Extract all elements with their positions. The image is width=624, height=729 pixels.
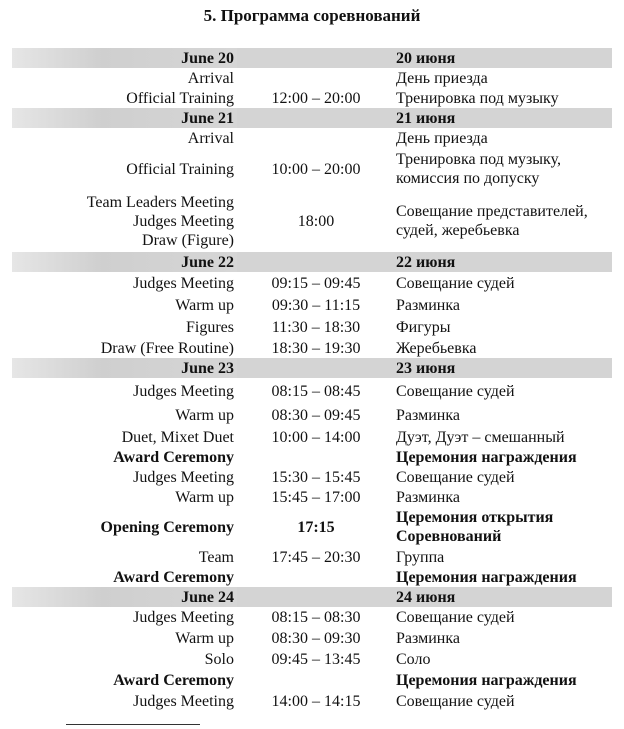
event-name-ru-line: Разминка bbox=[396, 296, 460, 314]
schedule-row bbox=[12, 507, 612, 547]
event-name-ru-line: Церемония открытия bbox=[396, 509, 554, 526]
event-name-ru bbox=[395, 426, 612, 448]
event-time bbox=[237, 108, 395, 128]
event-time: 08:30 – 09:30 bbox=[271, 630, 361, 647]
event-name-ru bbox=[395, 670, 612, 690]
event-name-ru bbox=[395, 88, 612, 108]
event-name-ru-line: Жеребьевка bbox=[396, 339, 477, 357]
event-time bbox=[237, 670, 395, 690]
event-name-ru-line: 20 июня bbox=[396, 49, 456, 67]
event-name-ru-line: 21 июня bbox=[396, 109, 456, 127]
schedule-row bbox=[12, 567, 612, 587]
event-name-ru-line: Церемония награждения bbox=[396, 671, 577, 689]
event-name-ru-line: 23 июня bbox=[396, 359, 456, 377]
event-name-ru-line: Церемония награждения bbox=[396, 449, 577, 466]
event-time bbox=[237, 567, 395, 587]
event-name-ru-line: День приезда bbox=[396, 69, 488, 87]
event-name-ru-line: Разминка bbox=[396, 488, 460, 506]
event-name-ru bbox=[395, 467, 612, 487]
schedule-row bbox=[12, 628, 612, 649]
event-name-ru-line: Фигуры bbox=[396, 318, 451, 336]
schedule-row bbox=[12, 404, 612, 426]
event-name-ru bbox=[395, 358, 612, 378]
schedule-row bbox=[12, 316, 612, 338]
event-name-ru bbox=[395, 547, 612, 567]
event-time bbox=[237, 448, 395, 467]
day-header-row bbox=[12, 48, 612, 68]
event-name-ru bbox=[395, 587, 612, 607]
event-time bbox=[237, 358, 395, 378]
event-time: 11:30 – 18:30 bbox=[271, 318, 361, 336]
event-time: 14:00 – 14:15 bbox=[271, 692, 361, 710]
schedule-row bbox=[12, 649, 612, 670]
event-time: 08:15 – 08:45 bbox=[271, 382, 361, 400]
event-time: 18:00 bbox=[297, 212, 335, 230]
event-time: 09:15 – 09:45 bbox=[271, 274, 361, 292]
event-name-en: Draw (Free Routine) bbox=[100, 339, 234, 357]
event-name-en: Solo bbox=[204, 651, 234, 668]
event-name-ru-line: Совещание судей bbox=[396, 468, 515, 486]
event-name-ru-line: Совещание представителей, bbox=[396, 203, 588, 220]
event-name-ru bbox=[395, 628, 612, 649]
event-name-en: Warm up bbox=[175, 296, 234, 314]
event-name-ru bbox=[395, 487, 612, 507]
event-name-en: Figures bbox=[186, 318, 234, 336]
event-name-en: Warm up bbox=[175, 630, 234, 647]
schedule-row bbox=[12, 378, 612, 404]
event-name-en: Judges Meeting bbox=[133, 382, 234, 400]
event-name-ru bbox=[395, 108, 612, 128]
event-time bbox=[237, 252, 395, 272]
event-name-en: Judges Meeting bbox=[133, 692, 234, 710]
event-name-ru bbox=[395, 68, 612, 88]
schedule-row bbox=[12, 467, 612, 487]
event-name-ru-line: 22 июня bbox=[396, 253, 456, 271]
event-time: 17:15 bbox=[297, 518, 335, 536]
event-name-ru-line: Совещание судей bbox=[396, 274, 515, 292]
event-name-ru-line: Группа bbox=[396, 548, 445, 566]
event-name-ru-line: Разминка bbox=[396, 406, 460, 424]
schedule-row bbox=[12, 690, 612, 712]
event-name-en: Award Ceremony bbox=[113, 671, 234, 689]
event-name-ru-line: Совещание судей bbox=[396, 692, 515, 710]
event-name-en: Official Training bbox=[126, 160, 234, 178]
footnote-divider bbox=[66, 724, 200, 725]
event-name-ru-line: комиссия по допуску bbox=[396, 170, 540, 187]
event-name-ru bbox=[395, 649, 612, 670]
event-name-ru-line: Совещание судей bbox=[396, 382, 515, 400]
event-name-ru bbox=[395, 190, 612, 252]
event-time: 12:00 – 20:00 bbox=[271, 89, 361, 107]
event-name-ru-line: судей, жеребьевка bbox=[396, 222, 520, 239]
schedule-row bbox=[12, 272, 612, 294]
event-name-ru bbox=[395, 378, 612, 404]
event-name-ru bbox=[395, 294, 612, 316]
schedule-row bbox=[12, 670, 612, 690]
schedule-row bbox=[12, 68, 612, 88]
competition-schedule-table bbox=[12, 48, 612, 712]
event-time: 08:30 – 09:45 bbox=[271, 406, 361, 424]
event-name-ru-line: 24 июня bbox=[396, 588, 456, 606]
event-name-ru bbox=[395, 48, 612, 68]
event-name-en: June 20 bbox=[12, 48, 237, 68]
schedule-row bbox=[12, 487, 612, 507]
day-header-row bbox=[12, 252, 612, 272]
schedule-row bbox=[12, 607, 612, 628]
event-name-ru bbox=[395, 128, 612, 148]
event-name-en: Judges Meeting bbox=[133, 274, 234, 292]
event-time: 15:30 – 15:45 bbox=[271, 468, 361, 486]
event-name-en: Team bbox=[198, 548, 234, 566]
event-name-en: June 22 bbox=[12, 252, 237, 272]
event-name-ru bbox=[395, 272, 612, 294]
event-name-ru bbox=[395, 148, 612, 190]
event-name-en: June 21 bbox=[12, 108, 237, 128]
event-name-ru-line: Соло bbox=[396, 651, 431, 668]
schedule-row bbox=[12, 547, 612, 567]
event-name-en: Award Ceremony bbox=[113, 449, 234, 466]
event-time: 09:30 – 11:15 bbox=[271, 296, 361, 314]
event-name-ru bbox=[395, 252, 612, 272]
event-time bbox=[237, 587, 395, 607]
event-name-ru bbox=[395, 507, 612, 547]
event-time: 18:30 – 19:30 bbox=[271, 339, 361, 357]
event-name-en: Duet, Mixet Duet bbox=[121, 428, 234, 446]
event-time: 09:45 – 13:45 bbox=[271, 651, 361, 668]
event-name-en: Arrival bbox=[187, 129, 234, 147]
event-name-en: Warm up bbox=[175, 406, 234, 424]
day-header-row bbox=[12, 358, 612, 378]
event-name-en: Judges Meeting bbox=[133, 609, 234, 626]
event-name-ru bbox=[395, 607, 612, 628]
event-name-ru-line: Разминка bbox=[396, 630, 460, 647]
schedule-body bbox=[12, 48, 612, 712]
event-name-en: Official Training bbox=[126, 89, 234, 107]
event-name-ru bbox=[395, 338, 612, 358]
event-time: 15:45 – 17:00 bbox=[271, 488, 361, 506]
event-name-ru bbox=[395, 404, 612, 426]
day-header-row bbox=[12, 108, 612, 128]
event-time: 17:45 – 20:30 bbox=[271, 548, 361, 566]
event-name-ru-line: Церемония награждения bbox=[396, 568, 577, 586]
event-name-ru-line: Тренировка под музыку bbox=[396, 89, 559, 107]
event-name-en: Warm up bbox=[175, 488, 234, 506]
event-name-en: June 24 bbox=[12, 587, 237, 607]
schedule-row bbox=[12, 148, 612, 190]
event-name-ru bbox=[395, 316, 612, 338]
event-name-ru-line: Тренировка под музыку, bbox=[396, 151, 561, 168]
event-name-ru-line: Дуэт, Дуэт – смешанный bbox=[396, 428, 565, 446]
event-time bbox=[237, 68, 395, 88]
event-name-en: Arrival bbox=[187, 69, 234, 87]
event-time: 10:00 – 14:00 bbox=[271, 428, 361, 446]
event-time bbox=[237, 128, 395, 148]
schedule-row bbox=[12, 190, 612, 252]
schedule-row bbox=[12, 294, 612, 316]
schedule-row bbox=[12, 448, 612, 467]
schedule-row bbox=[12, 426, 612, 448]
event-time: 08:15 – 08:30 bbox=[271, 609, 361, 626]
schedule-row bbox=[12, 88, 612, 108]
event-name-ru bbox=[395, 567, 612, 587]
event-name-ru-line: День приезда bbox=[396, 129, 488, 147]
event-name-en: Judges Meeting bbox=[133, 468, 234, 486]
event-name-en: Award Ceremony bbox=[113, 568, 234, 586]
event-name-ru-line: Совещание судей bbox=[396, 609, 515, 626]
event-name-ru-line: Соревнований bbox=[396, 528, 502, 545]
day-header-row bbox=[12, 587, 612, 607]
event-time bbox=[237, 48, 395, 68]
event-name-ru bbox=[395, 448, 612, 467]
event-name-en: June 23 bbox=[12, 358, 237, 378]
event-name-ru bbox=[395, 690, 612, 712]
event-time: 10:00 – 20:00 bbox=[271, 160, 361, 178]
event-name-en: Opening Ceremony bbox=[100, 518, 234, 536]
schedule-row bbox=[12, 128, 612, 148]
page-title: 5. Программа соревнований bbox=[203, 6, 421, 25]
schedule-row bbox=[12, 338, 612, 358]
event-name-en: Team Leaders Meeting Judges Meeting Draw (Figure) bbox=[86, 193, 234, 249]
